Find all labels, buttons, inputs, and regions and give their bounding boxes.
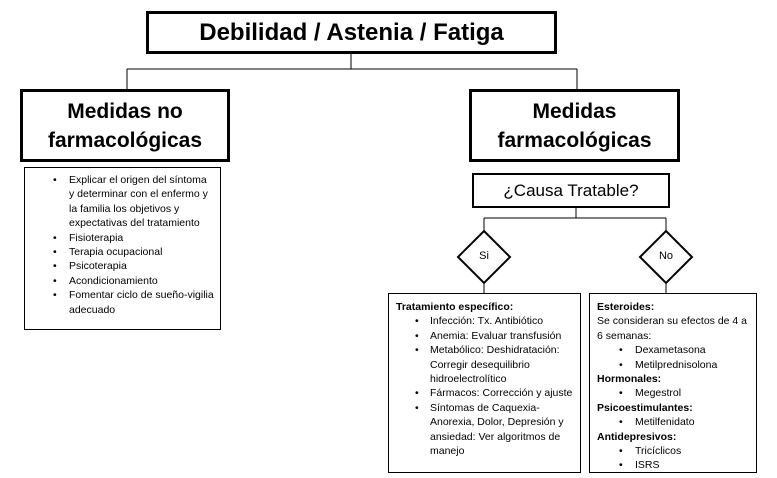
list-item: • Metilprednisolona [597, 358, 752, 372]
list-item: • Anemia: Evaluar transfusión [396, 329, 576, 343]
list-item: • Dexametasona [597, 343, 752, 357]
farmacologicas-heading-box [469, 89, 680, 162]
list-item: • Fisioterapia [25, 231, 214, 245]
tratamiento-especifico-box [388, 293, 581, 473]
no-farmacologicas-heading-line1: Medidas no [67, 99, 183, 123]
list-item: • Metabólico: Deshidratación: Corregir desequilibrio hidroelectrolítico [396, 343, 576, 386]
list-item: • ISRS [597, 458, 752, 472]
list-item: • Fármacos: Corrección y ajuste [396, 386, 576, 400]
no-causa-treatment-box [589, 293, 757, 473]
list-item: • Infección: Tx. Antibiótico [396, 314, 576, 328]
title-box [146, 11, 557, 54]
list-item: • Metilfenidato [597, 415, 752, 429]
tratamiento-especifico-heading: Tratamiento específico: [396, 301, 514, 313]
hormonales-list [597, 386, 752, 400]
psicoestimulantes-list [597, 415, 752, 429]
list-item: • Fomentar ciclo de sueño-vigilia adecuado [25, 288, 214, 317]
tratamiento-especifico-list [396, 314, 576, 458]
antidepresivos-heading: Antidepresivos: [597, 430, 677, 443]
list-item: • Tricíclicos [597, 444, 752, 458]
list-item: • Megestrol [597, 386, 752, 400]
no-farmacologicas-list [25, 173, 214, 317]
antidepresivos-list [597, 444, 752, 473]
list-item: • Terapia ocupacional [25, 245, 214, 259]
no-farmacologicas-heading-box [20, 89, 230, 162]
title-text: Debilidad / Astenia / Fatiga [199, 18, 504, 46]
esteroides-list [597, 343, 752, 372]
esteroides-heading: Esteroides: [597, 301, 655, 313]
farmacologicas-heading-line2: farmacológicas [497, 128, 652, 152]
farmacologicas-heading-line1: Medidas [532, 99, 617, 123]
causa-tratable-question: ¿Causa Tratable? [503, 180, 639, 200]
no-farmacologicas-heading-line2: farmacológicas [47, 128, 203, 152]
psicoestimulantes-heading: Psicoestimulantes: [597, 401, 693, 414]
si-label: Si [479, 250, 489, 262]
no-label: No [658, 250, 674, 262]
list-item: • Explicar el origen del síntoma y determinar con el enfermo y la familia los objetivos y expectativas del tratamiento [25, 173, 214, 231]
no-farmacologicas-list-box [24, 167, 221, 330]
hormonales-heading: Hormonales: [597, 373, 662, 386]
esteroides-note: Se consideran su efectos de 4 a 6 semanas: [597, 315, 748, 342]
no-farmacologicas-heading [48, 97, 202, 155]
list-item: • Psicoterapia [25, 259, 214, 273]
causa-tratable-box [472, 173, 670, 208]
list-item: • Acondicionamiento [25, 274, 214, 288]
farmacologicas-heading [497, 97, 651, 155]
list-item: • Síntomas de Caquexia-Anorexia, Dolor, Depresión y ansiedad: Ver algoritmos de manejo [396, 401, 576, 459]
